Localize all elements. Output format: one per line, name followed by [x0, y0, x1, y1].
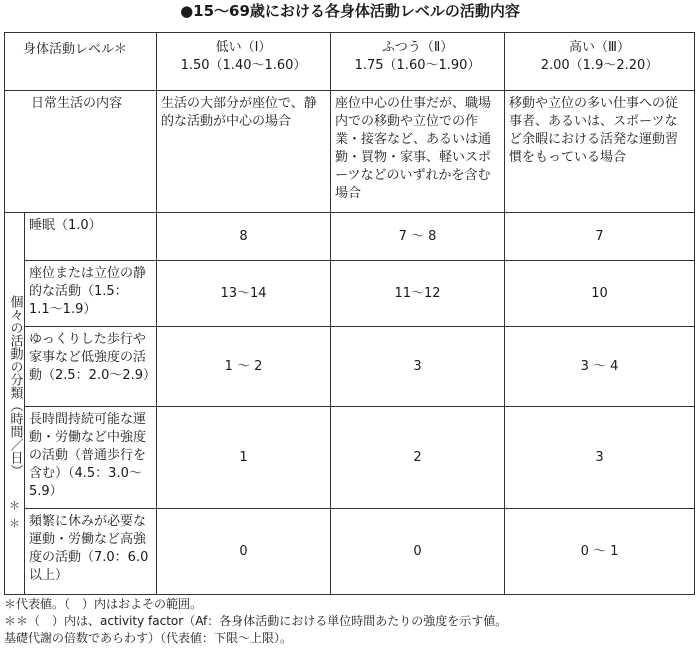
header-row — [5, 33, 695, 91]
daily-life-label: 日常生活の内容 — [5, 91, 157, 213]
footnote-line: ＊＊（ ）内は、activity factor（Af：各身体活動における単位時間あたりの強度を示す値。 — [4, 614, 508, 628]
side-label-text: 個々の活動の分類（時間／日） — [7, 295, 23, 477]
level-high-name: 高い（Ⅲ） — [569, 40, 630, 55]
activity-label: 座位または立位の静的な活動（1.5：1.1〜1.9） — [25, 261, 157, 327]
activity-label: ゆっくりした歩行や家事など低強度の活動（2.5：2.0〜2.9） — [25, 327, 157, 407]
table-row — [5, 407, 695, 509]
daily-life-low: 生活の大部分が座位で、静的な活動が中心の場合 — [157, 91, 331, 213]
activity-low-value: 13〜14 — [157, 261, 331, 327]
activity-mid-value: 3 — [331, 327, 505, 407]
table-row — [5, 261, 695, 327]
table-row — [5, 213, 695, 261]
activity-classification-label — [5, 213, 25, 595]
activity-mid-value: 2 — [331, 407, 505, 509]
activity-high-value: 10 — [505, 261, 695, 327]
activity-low-value: 1 — [157, 407, 331, 509]
activity-label: 頻繁に休みが必要な運動・労働など高強度の活動（7.0：6.0以上） — [25, 509, 157, 595]
table-title: ●15〜69歳における各身体活動レベルの活動内容 — [180, 2, 520, 20]
level-mid-header — [331, 33, 505, 91]
table-row — [5, 327, 695, 407]
activity-low-value: 1 〜 2 — [157, 327, 331, 407]
table-row — [5, 509, 695, 595]
level-mid-value: 1.75（1.60〜1.90） — [354, 58, 481, 73]
footnote-line: 基礎代謝の倍数であらわす）（代表値：下限〜上限）。 — [4, 631, 293, 645]
activity-mid-value: 11〜12 — [331, 261, 505, 327]
activity-label: 睡眠（1.0） — [25, 213, 157, 261]
level-low-name: 低い（Ⅰ） — [215, 40, 272, 55]
activity-mid-value: 0 — [331, 509, 505, 595]
activity-high-value: 7 — [505, 213, 695, 261]
level-low-value: 1.50（1.40〜1.60） — [180, 58, 307, 73]
activity-label: 長時間持続可能な運動・労働など中強度の活動（普通歩行を含む）（4.5：3.0〜5.9） — [25, 407, 157, 509]
activity-high-value: 0 〜 1 — [505, 509, 695, 595]
activity-level-table — [4, 32, 695, 595]
daily-life-high: 移動や立位の多い仕事への従事者、あるいは、スポーツなど余暇における活発な運動習慣をもっている場合 — [505, 91, 695, 213]
footnote-line: ＊代表値。（ ）内はおよその範囲。 — [4, 597, 203, 611]
side-note-mark: ＊＊ — [9, 499, 20, 530]
level-mid-name: ふつう（Ⅱ） — [381, 40, 454, 55]
daily-life-row — [5, 91, 695, 213]
level-header-label: 身体活動レベル＊ — [5, 33, 157, 91]
activity-high-value: 3 〜 4 — [505, 327, 695, 407]
footnotes — [4, 596, 696, 647]
activity-mid-value: 7 〜 8 — [331, 213, 505, 261]
activity-low-value: 8 — [157, 213, 331, 261]
level-low-header — [157, 33, 331, 91]
activity-low-value: 0 — [157, 509, 331, 595]
level-high-value: 2.00（1.9〜2.20） — [540, 58, 659, 73]
level-high-header — [505, 33, 695, 91]
activity-high-value: 3 — [505, 407, 695, 509]
daily-life-mid: 座位中心の仕事だが、職場内での移動や立位での作業・接客など、あるいは通勤・買物・家事、軽いスポーツなどのいずれかを含む場合 — [331, 91, 505, 213]
